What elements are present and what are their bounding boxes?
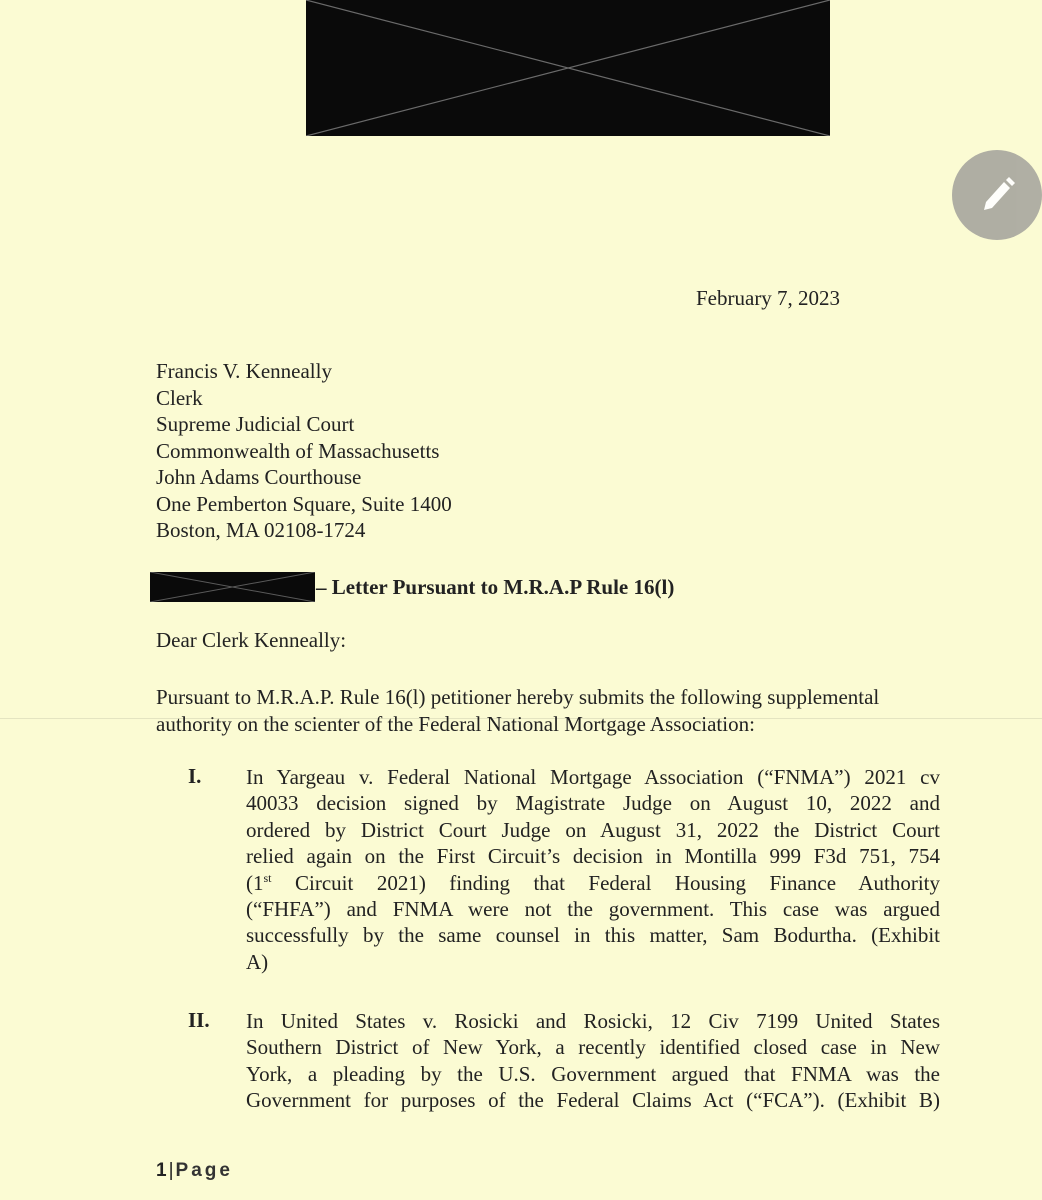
recipient-building: John Adams Courthouse [156, 465, 362, 489]
intro-line: Pursuant to M.R.A.P. Rule 16(l) petitioner hereby submits the following supplemental [156, 685, 880, 709]
item-line: relied again on the First Circuit’s decision in Montilla 999 F3d 751, 754 [246, 844, 940, 869]
recipient-address [156, 358, 452, 544]
intro-paragraph [156, 684, 946, 738]
recipient-court: Supreme Judicial Court [156, 412, 355, 436]
redacted-case-name [150, 572, 315, 602]
salutation: Dear Clerk Kenneally: [156, 628, 347, 652]
item-line: A) [246, 949, 269, 974]
item-line: Government for purposes of the Federal Claims Act (“FCA”). (Exhibit B) [246, 1088, 940, 1113]
item-line: York, a pleading by the U.S. Government argued that FNMA was the [246, 1061, 940, 1086]
item-text [246, 764, 940, 975]
recipient-name: Francis V. Kenneally [156, 359, 332, 383]
page-footer [156, 1160, 233, 1182]
pencil-icon [980, 176, 1016, 214]
item-line: successfully by the same counsel in this matter, Sam Bodurtha. (Exhibit [246, 923, 940, 948]
item-line: (“FHFA”) and FNMA were not the government. This case was argued [246, 897, 940, 922]
item-line [246, 870, 940, 896]
edit-button[interactable] [952, 150, 1042, 240]
item-line: Southern District of New York, a recently identified closed case in New [246, 1035, 940, 1060]
page-label: Page [175, 1160, 233, 1181]
item-line: In United States v. Rosicki and Rosicki, 12 Civ 7199 United States [246, 1009, 940, 1033]
recipient-city: Boston, MA 02108-1724 [156, 518, 366, 542]
item-line: 40033 decision signed by Magistrate Judge on August 10, 2022 and [246, 791, 940, 816]
item-number: II. [188, 1008, 210, 1032]
subject-text: – Letter Pursuant to M.R.A.P Rule 16(l) [316, 575, 675, 599]
item-line: In Yargeau v. Federal National Mortgage Association (“FNMA”) 2021 cv [246, 765, 940, 789]
item-line-rest: Circuit 2021) finding that Federal Housing Finance Authority [295, 870, 941, 895]
item-text [246, 1008, 940, 1114]
item-line: ordered by District Court Judge on August 31, 2022 the District Court [246, 817, 940, 842]
recipient-title: Clerk [156, 385, 203, 410]
letter-date: February 7, 2023 [696, 286, 841, 310]
page-number: 1 [156, 1160, 167, 1181]
intro-line: authority on the scienter of the Federal National Mortgage Association: [156, 712, 755, 736]
item-line-prefix: (1 [246, 870, 264, 895]
ordinal-suffix: st [263, 870, 272, 885]
recipient-jurisdiction: Commonwealth of Massachusetts [156, 438, 440, 463]
redacted-letterhead [306, 0, 830, 136]
recipient-street: One Pemberton Square, Suite 1400 [156, 491, 452, 516]
item-number: I. [188, 764, 202, 788]
footer-separator: | [168, 1160, 174, 1181]
